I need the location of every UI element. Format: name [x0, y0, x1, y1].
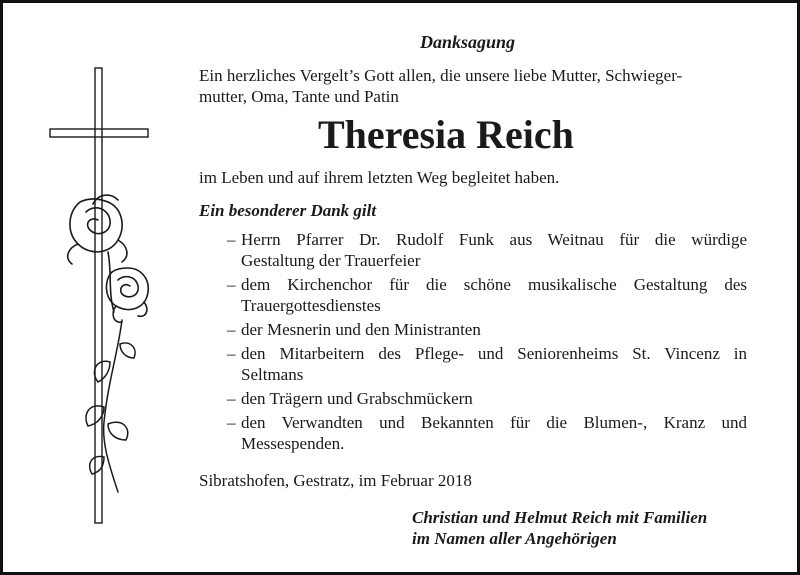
intro-line-2: mutter, Oma, Tante und Patin — [199, 87, 399, 106]
deceased-name: Theresia Reich — [318, 112, 574, 157]
list-item-line: Gestaltung der Trauerfeier — [241, 251, 421, 270]
list-item — [199, 343, 747, 385]
list-item-line: den Mitarbeitern des Pflege- und Seniorenheims St. Vincenz in — [241, 344, 747, 363]
list-item — [199, 229, 747, 271]
list-item-line: den Trägern und Grabschmückern — [241, 389, 473, 408]
cross-with-roses-illustration — [38, 62, 168, 532]
list-item — [199, 274, 747, 316]
dash-bullet: – — [227, 275, 236, 294]
dash-bullet: – — [227, 230, 236, 249]
thanks-heading: Ein besonderer Dank gilt — [199, 201, 377, 220]
list-item — [199, 388, 747, 409]
heading-danksagung: Danksagung — [420, 32, 516, 52]
thanks-list — [199, 229, 747, 457]
dash-bullet: – — [227, 413, 236, 432]
list-item-line: Trauergottesdienstes — [241, 296, 381, 315]
list-item-line: dem Kirchenchor für die schöne musikalische Gestaltung des — [241, 275, 747, 294]
list-item — [199, 412, 747, 454]
list-item-line: Herrn Pfarrer Dr. Rudolf Funk aus Weitnau für die würdige — [241, 230, 747, 249]
dash-bullet: – — [227, 344, 236, 363]
list-item — [199, 319, 747, 340]
rose-icon — [106, 268, 148, 322]
dash-bullet: – — [227, 320, 236, 339]
rose-stems-and-leaves — [86, 320, 135, 492]
dash-bullet: – — [227, 389, 236, 408]
list-item-line: der Mesnerin und den Ministranten — [241, 320, 481, 339]
list-item-line: den Verwandten und Bekannten für die Blumen-, Kranz und — [241, 413, 747, 432]
place-and-date: Sibratshofen, Gestratz, im Februar 2018 — [199, 471, 472, 490]
rose-icon — [68, 195, 127, 312]
signature-line-1: Christian und Helmut Reich mit Familien — [412, 508, 708, 527]
intro-line-1: Ein herzliches Vergelt’s Gott allen, die unsere liebe Mutter, Schwieger- — [199, 66, 683, 85]
signature-line-2: im Namen aller Angehörigen — [412, 529, 617, 548]
after-name-text: im Leben und auf ihrem letzten Weg begleitet haben. — [199, 168, 560, 187]
list-item-line: Seltmans — [241, 365, 304, 384]
list-item-line: Messespenden. — [241, 434, 345, 453]
